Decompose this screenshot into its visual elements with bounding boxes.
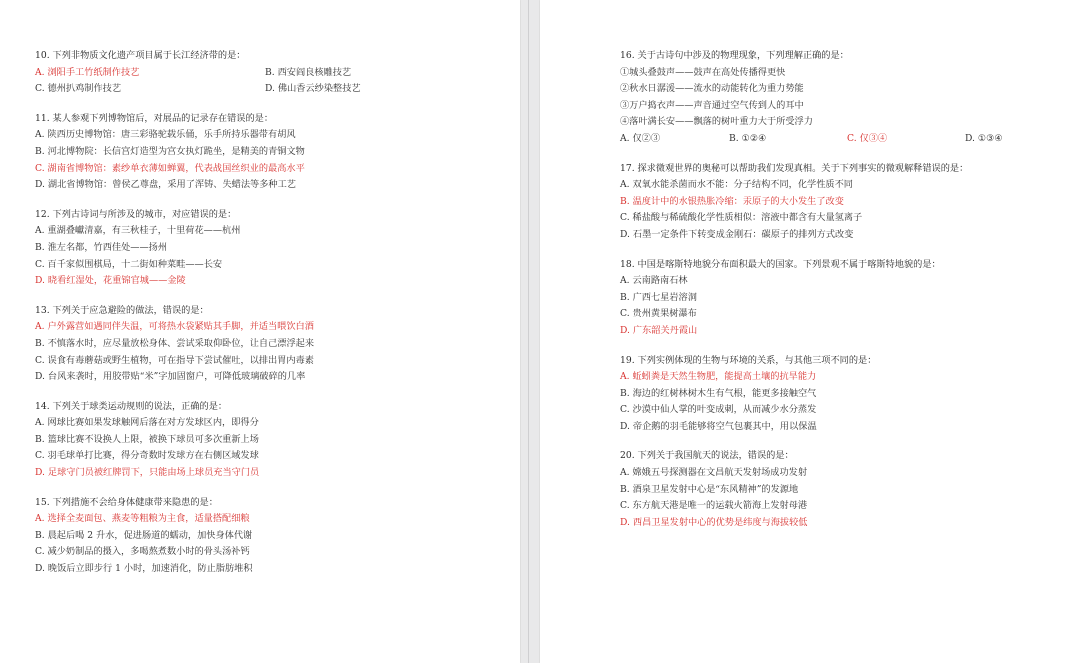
option-a: A. 重湖叠巘清嘉，有三秋桂子，十里荷花——杭州 (35, 225, 241, 237)
question-20 (620, 448, 1060, 531)
question-18 (620, 257, 1060, 340)
question-stem: 11. 某人参观下列博物馆后，对展品的记录存在错误的是： (35, 112, 274, 124)
question-13 (35, 303, 505, 386)
option-d: D. 晚饭后立即步行 1 小时，加速消化，防止脂肪堆积 (35, 563, 253, 575)
option-a: A. 嫦娥五号探测器在文昌航天发射场成功发射 (620, 467, 808, 479)
question-stem: 19. 下列实例体现的生物与环境的关系，与其他三项不同的是： (620, 354, 877, 366)
statement-2: ②秋水日潺湲——流水的动能转化为重力势能 (620, 83, 804, 95)
option-b-correct: B. 温度计中的水银热胀冷缩：汞原子的大小发生了改变 (620, 195, 844, 207)
option-a: A. 网球比赛如果发球触网后落在对方发球区内，即得分 (35, 417, 259, 429)
option-a-correct: A. 蚯蚓粪是天然生物肥，能提高土壤的抗旱能力 (620, 371, 817, 383)
right-page (540, 0, 1080, 663)
statement-1: ①城头叠鼓声——鼓声在高处传播得更快 (620, 66, 786, 78)
question-10 (35, 48, 505, 98)
option-a: A. 陕西历史博物馆：唐三彩骆驼载乐俑，乐手所持乐器带有胡风 (35, 129, 296, 141)
question-stem: 20. 下列关于我国航天的说法，错误的是： (620, 450, 794, 462)
question-stem: 12. 下列古诗词与所涉及的城市，对应错误的是： (35, 208, 237, 220)
question-11 (35, 111, 505, 194)
option-b: B. 海边的红树林树木生有气根，能更多接触空气 (620, 387, 817, 399)
right-page-content (620, 48, 1060, 544)
option-c: C. 东方航天港是唯一的运载火箭海上发射母港 (620, 500, 808, 512)
option-b: B. 晨起后喝 2 升水，促进肠道的蠕动，加快身体代谢 (35, 529, 253, 541)
option-b: B. 淮左名都，竹西佳处——扬州 (35, 241, 168, 253)
option-d: D. 佛山香云纱染整技艺 (265, 83, 361, 95)
option-b: B. ①②④ (729, 132, 767, 144)
option-d-correct: D. 晓看红湿处，花重锦官城——金陵 (35, 275, 186, 287)
option-d-correct: D. 广东韶关丹霞山 (620, 324, 698, 336)
option-d: D. 帝企鹅的羽毛能够将空气包裹其中，用以保温 (620, 420, 817, 432)
option-b: B. 西安阎良核雕技艺 (265, 66, 352, 78)
option-b: B. 篮球比赛不设换人上限，被换下球员可多次重新上场 (35, 433, 259, 445)
option-c: C. 减少奶制品的摄入，多喝熬煮数小时的骨头汤补钙 (35, 546, 250, 558)
option-c: C. 误食有毒蘑菇或野生植物，可在指导下尝试催吐，以排出胃内毒素 (35, 354, 314, 366)
option-a-correct: A. 选择全麦面包、燕麦等粗粮为主食，适量搭配细粮 (35, 513, 250, 525)
option-b: B. 河北博物院：长信宫灯造型为宫女执灯跪坐，是精美的青铜文物 (35, 145, 305, 157)
option-a: A. 仅②③ (620, 132, 661, 144)
option-d: D. 台风来袭时，用胶带贴“米”字加固窗户，可降低玻璃破碎的几率 (35, 371, 306, 383)
question-stem: 13. 下列关于应急避险的做法，错误的是： (35, 304, 209, 316)
option-a: A. 双氧水能杀菌而水不能：分子结构不同，化学性质不同 (620, 179, 853, 191)
option-d-correct: D. 足球守门员被红牌罚下，只能由场上球员充当守门员 (35, 467, 260, 479)
question-stem: 14. 下列关于球类运动规则的说法，正确的是： (35, 400, 228, 412)
left-page-content (35, 48, 505, 591)
page-divider (528, 0, 529, 663)
option-c: C. 百千家似围棋局，十二街如种菜畦——长安 (35, 258, 223, 270)
option-d: D. 石墨一定条件下转变成金刚石：碳原子的排列方式改变 (620, 228, 854, 240)
left-page (0, 0, 520, 663)
option-b: B. 不慎落水时，应尽量放松身体、尝试采取仰卧位，让自己漂浮起来 (35, 337, 315, 349)
option-c: C. 德州扒鸡制作技艺 (35, 83, 122, 95)
option-c-correct: C. 仅③④ (847, 132, 888, 144)
option-b: B. 酒泉卫星发射中心是“东风精神”的发源地 (620, 483, 799, 495)
option-c: C. 稀盐酸与稀硫酸化学性质相似：溶液中都含有大量氢离子 (620, 212, 863, 224)
question-stem: 18. 中国是喀斯特地貌分布面积最大的国家。下列景观不属于喀斯特地貌的是： (620, 258, 941, 270)
options-grid (35, 65, 505, 98)
option-a: A. 云南路南石林 (620, 275, 688, 287)
option-d: D. ①③④ (965, 132, 1003, 144)
question-12 (35, 207, 505, 290)
options-row (620, 131, 1060, 148)
option-d: D. 湖北省博物馆：曾侯乙尊盘，采用了浑铸、失蜡法等多种工艺 (35, 179, 296, 191)
question-16 (620, 48, 1060, 148)
option-d-correct: D. 西昌卫星发射中心的优势是纬度与海拔较低 (620, 516, 808, 528)
question-stem: 17. 探求微观世界的奥秘可以帮助我们发现真相。关于下列事实的微观解释错误的是： (620, 162, 969, 174)
option-a-correct: A. 浏阳手工竹纸制作技艺 (35, 66, 140, 78)
option-c: C. 贵州黄果树瀑布 (620, 308, 697, 320)
question-17 (620, 161, 1060, 244)
question-19 (620, 353, 1060, 436)
question-15 (35, 495, 505, 578)
option-c: C. 羽毛球单打比赛，得分奇数时发球方在右侧区域发球 (35, 450, 259, 462)
option-c: C. 沙漠中仙人掌的叶变成刺，从而减少水分蒸发 (620, 404, 817, 416)
option-a-correct: A. 户外露营如遇同伴失温，可将热水袋紧贴其手脚，并适当喂饮白酒 (35, 321, 314, 333)
question-14 (35, 399, 505, 482)
option-b: B. 广西七星岩溶洞 (620, 291, 697, 303)
question-stem: 10. 下列非物质文化遗产项目属于长江经济带的是： (35, 50, 246, 61)
option-c-correct: C. 湖南省博物馆：素纱单衣薄如蝉翼，代表战国丝织业的最高水平 (35, 162, 305, 174)
statement-3: ③万户捣衣声——声音通过空气传到人的耳中 (620, 99, 804, 111)
question-stem: 16. 关于古诗句中涉及的物理现象，下列理解正确的是： (620, 50, 849, 61)
statement-4: ④落叶满长安——飘落的树叶重力大于所受浮力 (620, 116, 813, 128)
question-stem: 15. 下列措施不会给身体健康带来隐患的是： (35, 496, 218, 508)
